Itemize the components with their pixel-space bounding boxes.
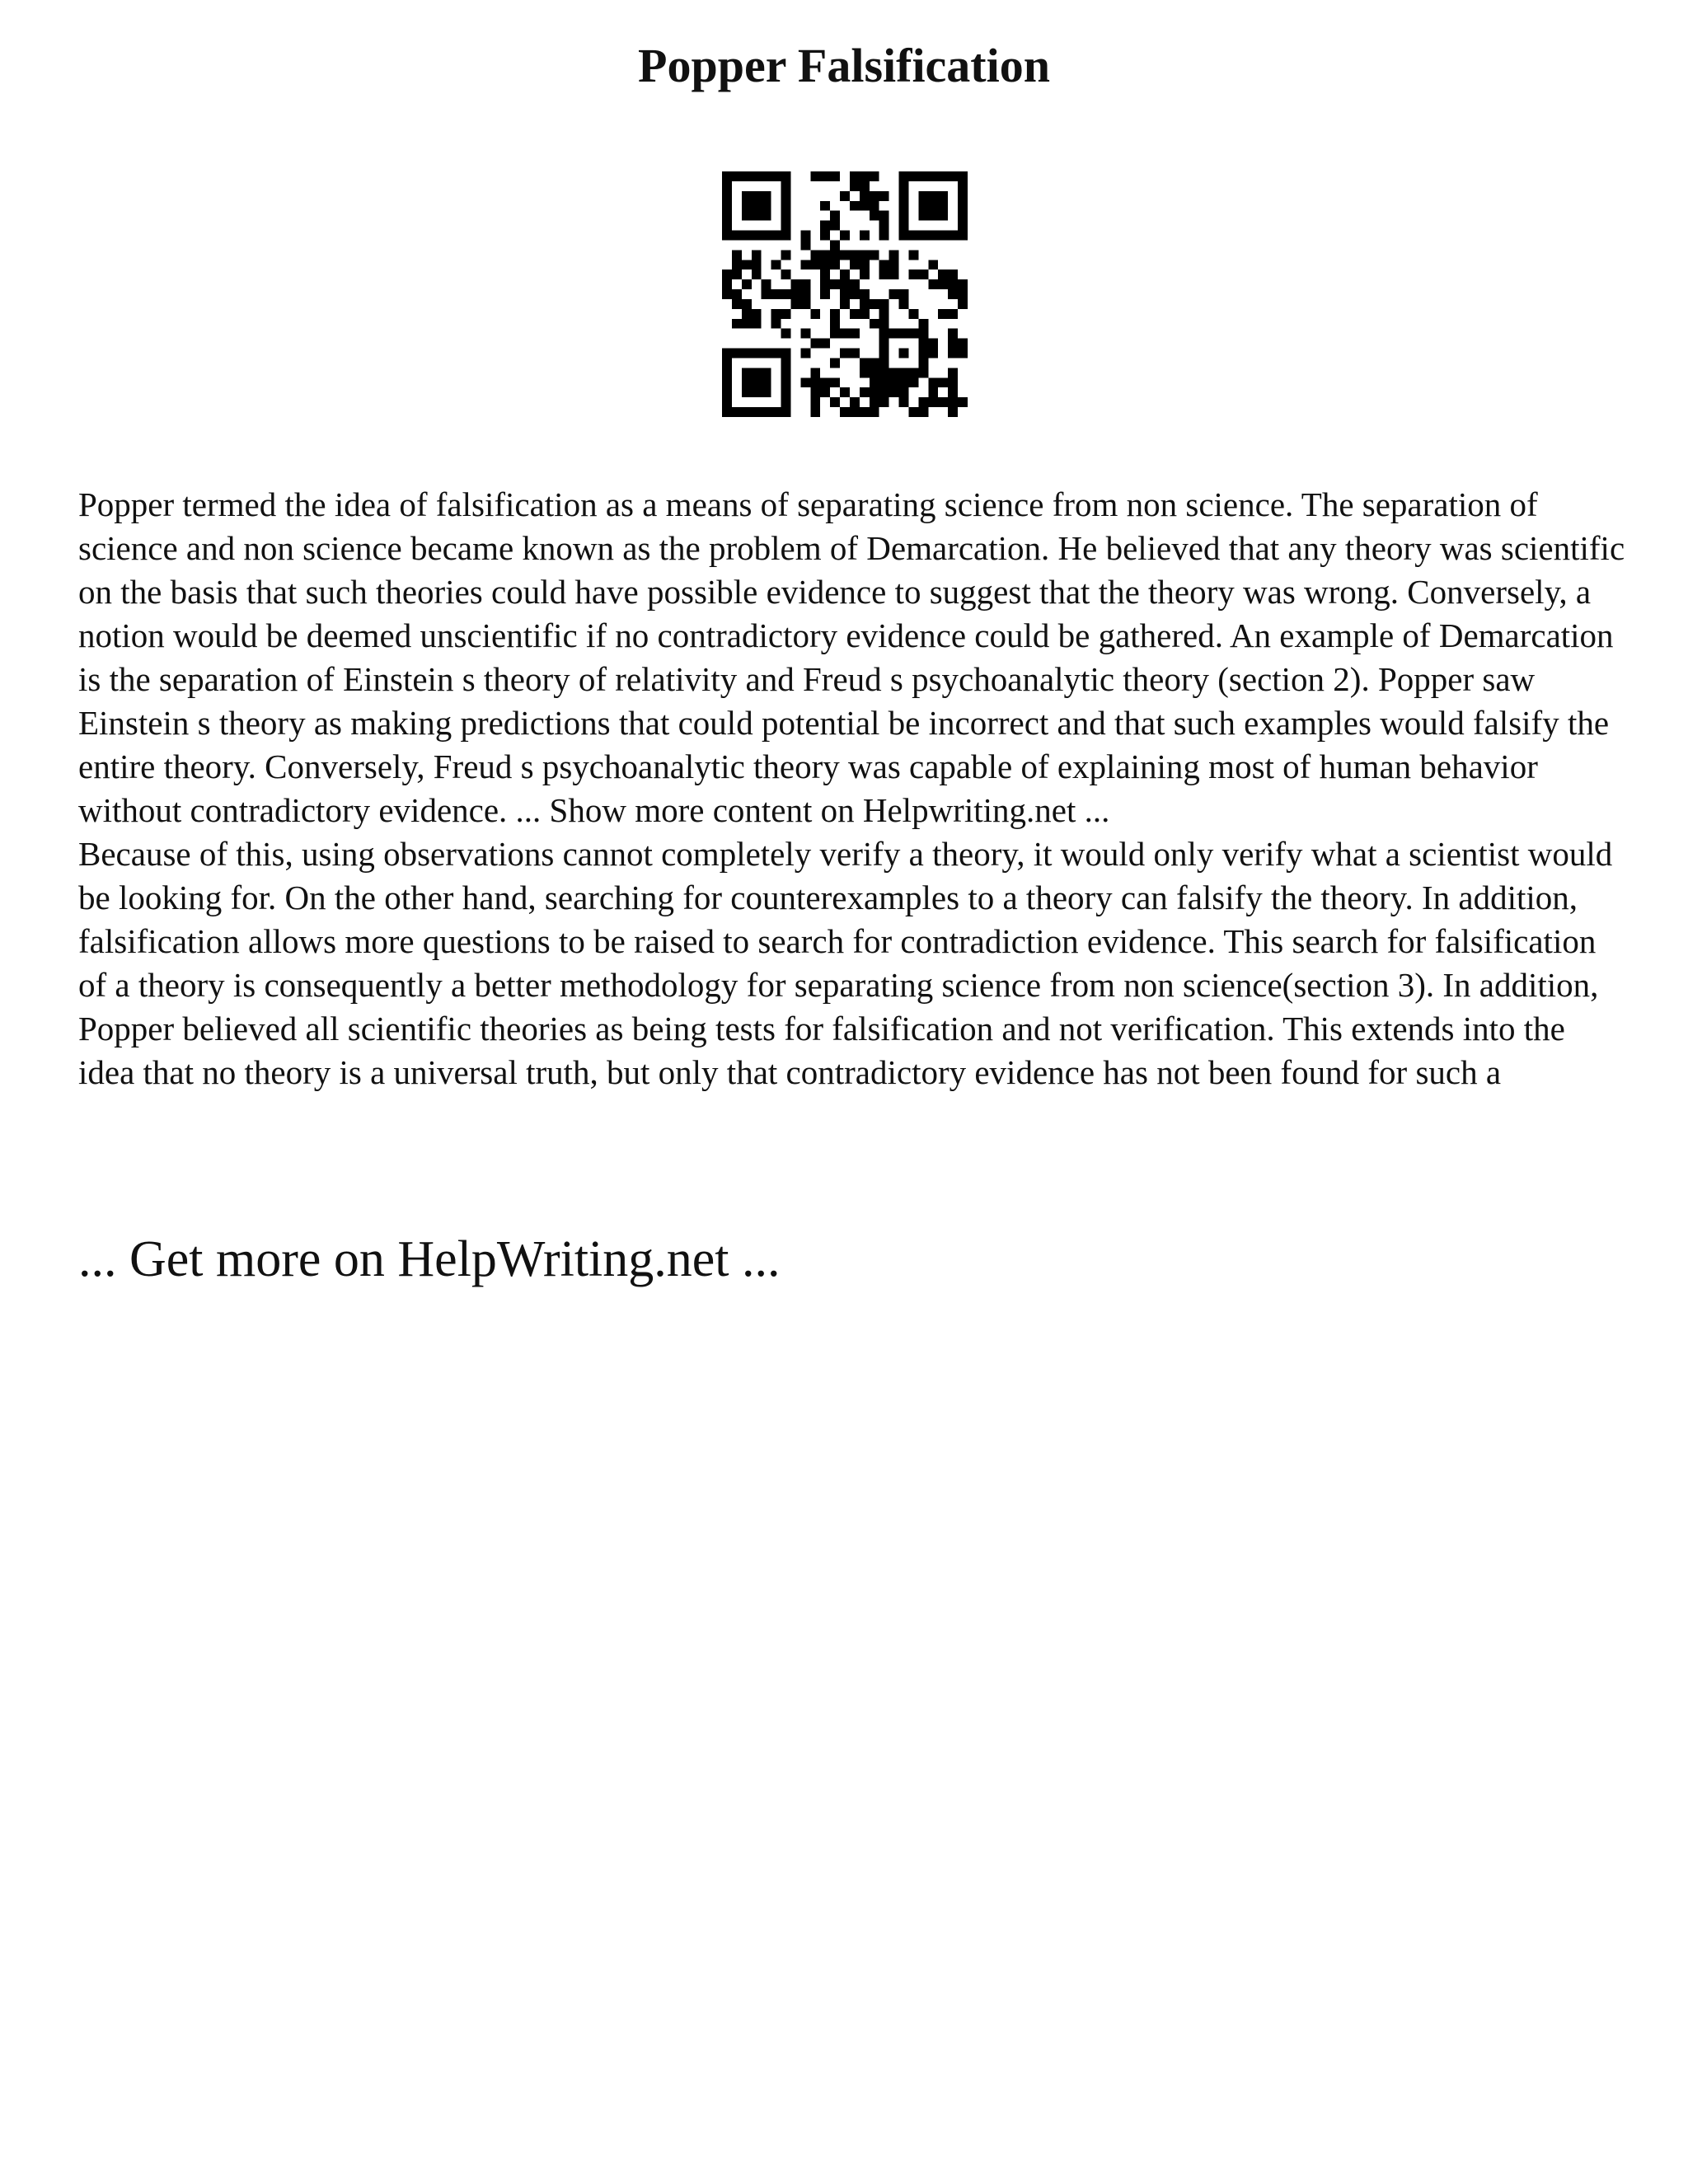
qr-module	[850, 171, 860, 181]
qr-module	[810, 407, 820, 417]
paragraph-2: Because of this, using observations cannot completely verify a theory, it would only verify what a scientist would be looking for. On the other hand, searching for counterexamples to a theory can falsify the theory. In addition, falsification allows more questions to be raised to search for contradiction evidence. This search for falsification of a theory is consequently a better methodology for separating science from non science(section 3). In addition, Popper believed all scientific theories as being tests for falsification and not verification. This extends into the idea that no theory is a universal truth, but only that contradictory evidence has not been found for such a	[78, 835, 1613, 1091]
qr-module	[908, 250, 918, 260]
qr-module	[790, 279, 800, 289]
qr-module	[830, 377, 840, 387]
qr-module	[918, 319, 928, 329]
qr-module	[840, 289, 850, 299]
qr-module	[889, 250, 899, 260]
qr-module	[820, 250, 830, 260]
qr-module	[860, 250, 870, 260]
qr-module	[820, 260, 830, 269]
qr-module	[948, 377, 958, 387]
qr-module	[860, 191, 870, 201]
qr-module	[860, 387, 870, 397]
qr-module	[752, 319, 762, 329]
qr-module	[879, 299, 889, 309]
qr-module	[899, 299, 909, 309]
qr-module	[879, 377, 889, 387]
qr-module	[899, 377, 909, 387]
qr-module	[830, 171, 840, 181]
qr-module	[879, 397, 889, 407]
paragraph-1: Popper termed the idea of falsification as a means of separating science from non science. The separation of science and non science became known as the problem of Demarcation. He believed that any theory was scientific on the basis that such theories could have possible evidence to suggest that the theory was wrong. Conversely, a notion would be deemed unscientific if no contradictory evidence could be gathered. An example of Demarcation is the separation of Einstein s theory of relativity and Freud s psychoanalytic theory (section 2). Popper saw Einstein s theory as making predictions that could potential be incorrect and that such examples would falsify the entire theory. Conversely, Freud s psychoanalytic theory was capable of explaining most of human behavior without contradictory evidence. ... Show more content on Helpwriting.net ...	[78, 485, 1625, 829]
qr-module	[958, 339, 968, 349]
qr-module	[732, 289, 742, 299]
qr-module	[928, 377, 938, 387]
qr-module	[800, 299, 810, 309]
qr-module	[781, 250, 791, 260]
qr-module	[742, 299, 752, 309]
qr-module	[840, 269, 850, 279]
qr-module	[870, 319, 879, 329]
qr-module	[820, 171, 830, 181]
qr-module	[790, 289, 800, 299]
qr-module	[850, 329, 860, 339]
qr-module	[850, 289, 860, 299]
qr-module	[870, 407, 879, 417]
qr-module	[820, 339, 830, 349]
qr-module	[879, 309, 889, 319]
qr-module	[830, 221, 840, 231]
qr-module	[752, 250, 762, 260]
qr-module	[860, 260, 870, 269]
qr-module	[850, 279, 860, 289]
qr-module	[800, 260, 810, 269]
qr-module	[870, 299, 879, 309]
qr-module	[889, 260, 899, 269]
qr-module	[948, 289, 958, 299]
qr-module	[928, 397, 938, 407]
qr-module	[820, 377, 830, 387]
qr-module	[879, 211, 889, 221]
page-title: Popper Falsification	[638, 39, 1050, 92]
qr-module	[870, 191, 879, 201]
qr-module	[918, 397, 928, 407]
qr-module	[928, 260, 938, 269]
qr-module	[820, 289, 830, 299]
qr-module	[810, 397, 820, 407]
qr-module	[800, 329, 810, 339]
qr-module	[860, 309, 870, 319]
qr-module	[840, 250, 850, 260]
qr-module	[830, 319, 840, 329]
qr-module	[810, 377, 820, 387]
qr-module	[948, 329, 958, 339]
qr-module	[790, 299, 800, 309]
qr-module	[958, 279, 968, 289]
get-more-link[interactable]: ... Get more on HelpWriting.net ...	[78, 1231, 781, 1287]
qr-finder-top-left-center	[742, 191, 771, 221]
qr-module	[830, 240, 840, 250]
qr-module	[830, 260, 840, 269]
qr-module	[958, 397, 968, 407]
qr-module	[938, 309, 948, 319]
qr-module	[860, 181, 870, 191]
qr-module	[870, 387, 879, 397]
qr-module	[889, 269, 899, 279]
qr-module	[918, 269, 928, 279]
qr-module	[810, 368, 820, 377]
qr-module	[850, 309, 860, 319]
qr-module	[918, 407, 928, 417]
qr-module	[938, 269, 948, 279]
qr-module	[958, 349, 968, 359]
qr-alignment-center	[899, 349, 909, 359]
qr-module	[908, 269, 918, 279]
qr-module	[820, 231, 830, 241]
qr-module	[781, 329, 791, 339]
qr-module	[928, 387, 938, 397]
qr-module	[948, 397, 958, 407]
qr-module	[860, 368, 870, 377]
qr-module	[771, 319, 781, 329]
qr-module	[732, 269, 742, 279]
qr-module	[870, 358, 879, 368]
qr-module	[771, 289, 781, 299]
qr-module	[938, 279, 948, 289]
qr-module	[850, 407, 860, 417]
qr-module	[889, 387, 899, 397]
qr-module	[860, 269, 870, 279]
qr-module	[870, 250, 879, 260]
qr-module	[810, 339, 820, 349]
qr-module	[840, 191, 850, 201]
qr-module	[781, 289, 791, 299]
qr-module	[742, 309, 752, 319]
qr-module	[830, 279, 840, 289]
qr-module	[850, 181, 860, 191]
qr-module	[752, 269, 762, 279]
qr-module	[879, 231, 889, 241]
qr-module	[948, 349, 958, 359]
qr-module	[732, 250, 742, 260]
qr-module	[879, 269, 889, 279]
qr-module	[938, 377, 948, 387]
qr-module	[928, 279, 938, 289]
qr-module	[948, 279, 958, 289]
qr-module	[850, 349, 860, 359]
qr-finder-top-right-center	[918, 191, 948, 221]
qr-module	[879, 191, 889, 201]
qr-module	[879, 319, 889, 329]
qr-finder-bottom-left-center	[742, 368, 771, 397]
qr-module	[870, 211, 879, 221]
qr-module	[948, 407, 958, 417]
qr-module	[830, 329, 840, 339]
qr-module	[820, 201, 830, 211]
qr-module	[948, 269, 958, 279]
qr-code-graphic	[722, 171, 968, 417]
qr-code-icon	[722, 171, 968, 417]
qr-module	[860, 358, 870, 368]
qr-module	[800, 349, 810, 359]
qr-module	[722, 289, 732, 299]
qr-module	[840, 299, 850, 309]
qr-module	[928, 339, 938, 349]
qr-module	[860, 171, 870, 181]
qr-module	[899, 289, 909, 299]
qr-module	[908, 309, 918, 319]
qr-module	[879, 221, 889, 231]
qr-module	[840, 407, 850, 417]
qr-module	[948, 368, 958, 377]
qr-module	[840, 387, 850, 397]
qr-module	[870, 201, 879, 211]
qr-module	[840, 279, 850, 289]
qr-module	[810, 250, 820, 260]
qr-module	[938, 397, 948, 407]
qr-module	[762, 289, 771, 299]
qr-module	[820, 279, 830, 289]
qr-module	[810, 171, 820, 181]
qr-module	[810, 260, 820, 269]
qr-module	[800, 377, 810, 387]
qr-module	[752, 309, 762, 319]
qr-module	[889, 289, 899, 299]
article-body	[78, 483, 1628, 1094]
qr-module	[762, 279, 771, 289]
qr-module	[850, 250, 860, 260]
qr-module	[800, 231, 810, 241]
qr-module	[860, 231, 870, 241]
qr-module	[732, 299, 742, 309]
qr-module	[830, 397, 840, 407]
qr-module	[742, 279, 752, 289]
qr-module	[958, 299, 968, 309]
qr-module	[879, 387, 889, 397]
qr-module	[870, 171, 879, 181]
qr-module	[840, 231, 850, 241]
qr-module	[800, 279, 810, 289]
qr-module	[850, 397, 860, 407]
qr-module	[732, 260, 742, 269]
qr-module	[948, 309, 958, 319]
qr-module	[742, 319, 752, 329]
qr-module	[771, 309, 781, 319]
qr-module	[800, 289, 810, 299]
qr-module	[899, 387, 909, 397]
qr-module	[800, 240, 810, 250]
qr-module	[860, 299, 870, 309]
qr-module	[948, 387, 958, 397]
qr-module	[870, 397, 879, 407]
qr-module	[742, 260, 752, 269]
qr-module	[850, 260, 860, 269]
qr-module	[830, 309, 840, 319]
qr-module	[908, 407, 918, 417]
qr-module	[771, 260, 781, 269]
qr-module	[810, 309, 820, 319]
qr-module	[928, 349, 938, 359]
qr-module	[908, 377, 918, 387]
qr-module	[899, 397, 909, 407]
qr-module	[870, 368, 879, 377]
qr-module	[860, 289, 870, 299]
qr-module	[860, 201, 870, 211]
qr-module	[830, 358, 840, 368]
qr-module	[810, 387, 820, 397]
qr-module	[879, 260, 889, 269]
qr-module	[958, 289, 968, 299]
qr-module	[722, 279, 732, 289]
qr-module	[781, 309, 791, 319]
qr-module	[830, 250, 840, 260]
qr-module	[722, 269, 732, 279]
qr-module	[840, 329, 850, 339]
qr-module	[781, 269, 791, 279]
qr-module	[732, 319, 742, 329]
qr-module	[820, 221, 830, 231]
qr-module	[830, 211, 840, 221]
qr-module	[840, 349, 850, 359]
qr-module	[820, 269, 830, 279]
qr-module	[752, 260, 762, 269]
qr-module	[948, 339, 958, 349]
qr-module	[870, 377, 879, 387]
qr-module	[860, 407, 870, 417]
qr-module	[889, 377, 899, 387]
qr-module	[820, 387, 830, 397]
qr-module	[850, 201, 860, 211]
